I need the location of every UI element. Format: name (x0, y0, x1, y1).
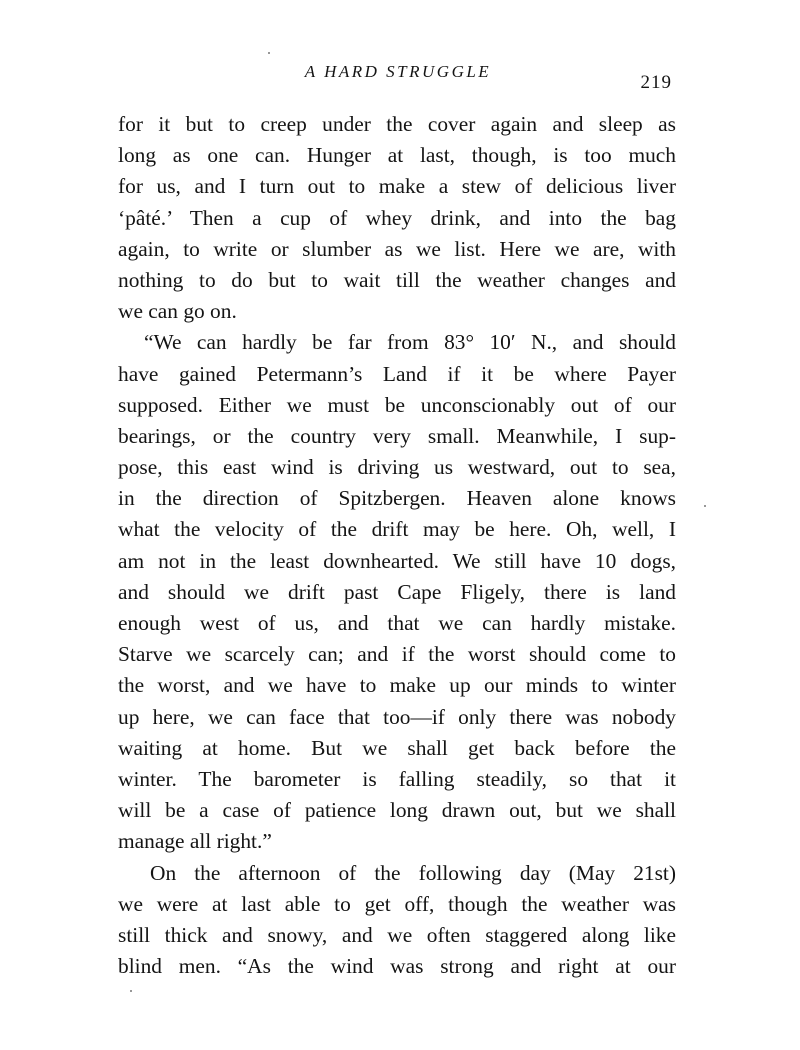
text-line: for it but to creep under the cover again and sleep as (118, 112, 676, 136)
paper-speck (130, 990, 132, 992)
text-line: waiting at home. But we shall get back before the (118, 735, 676, 760)
page-number: 219 (640, 72, 672, 93)
text-line: supposed. Either we must be unconscionably out of our (118, 392, 676, 417)
text-line: what the velocity of the drift may be here. Oh, well, I (118, 517, 676, 542)
text-line: we can go on. (118, 299, 237, 324)
text-line: ‘pâté.’ Then a cup of whey drink, and into the bag (118, 205, 676, 230)
text-line: will be a case of patience long drawn out, but we shall (118, 798, 676, 823)
text-line: blind men. “As the wind was strong and right at our (118, 954, 676, 979)
paragraph-1 (118, 109, 676, 327)
paper-speck (268, 52, 270, 54)
text-line: the worst, and we have to make up our minds to winter (118, 673, 676, 698)
text-line: am not in the least downhearted. We still have 10 dogs, (118, 548, 676, 573)
text-line: On the afternoon of the following day (May 21st) (150, 860, 676, 885)
text-line: Starve we scarcely can; and if the worst should come to (118, 642, 676, 667)
text-line: we were at last able to get off, though the weather was (118, 891, 676, 916)
text-line: pose, this east wind is driving us westward, out to sea, (118, 455, 676, 480)
text-line: up here, we can face that too—if only there was nobody (118, 704, 676, 729)
paper-speck (704, 505, 706, 507)
text-line: again, to write or slumber as we list. Here we are, with (118, 236, 676, 261)
text-line: manage all right.” (118, 829, 272, 854)
text-line: for us, and I turn out to make a stew of delicious liver (118, 174, 676, 199)
running-title: A HARD STRUGGLE (304, 62, 492, 81)
text-line: and should we drift past Cape Fligely, there is land (118, 579, 676, 604)
page-header (118, 60, 678, 93)
paragraph-3 (118, 858, 676, 983)
text-line: have gained Petermann’s Land if it be where Payer (118, 361, 676, 386)
text-line: enough west of us, and that we can hardly mistake. (118, 611, 676, 635)
text-line: in the direction of Spitzbergen. Heaven alone knows (118, 486, 676, 511)
paragraph-2 (118, 327, 676, 857)
body-text (118, 109, 676, 982)
text-line: still thick and snowy, and we often staggered along like (118, 922, 676, 947)
text-line: “We can hardly be far from 83° 10′ N., and should (144, 330, 676, 355)
text-line: nothing to do but to wait till the weather changes and (118, 267, 676, 292)
text-line: winter. The barometer is falling steadily, so that it (118, 766, 676, 791)
text-line: long as one can. Hunger at last, though, is too much (118, 143, 676, 168)
text-line: bearings, or the country very small. Meanwhile, I sup- (118, 423, 676, 448)
